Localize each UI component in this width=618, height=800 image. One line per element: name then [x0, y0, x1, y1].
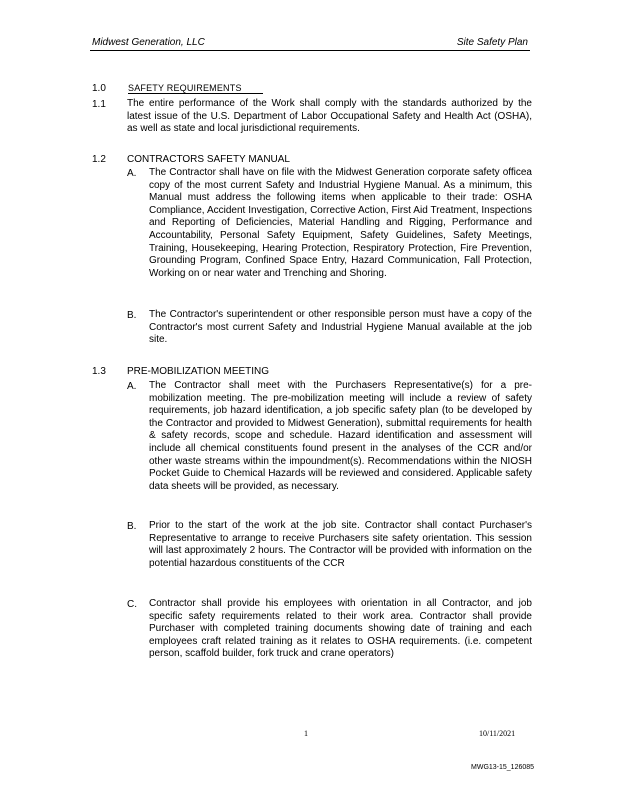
section-1-0-title: SAFETY REQUIREMENTS [128, 83, 263, 94]
section-1-1-text: The entire performance of the Work shall comply with the standards authorized by the latest issue of the U.S. Department of Labor Occupational Safety and Health Act (OSHA), as well as state and local jurisdictional requirements. [127, 98, 532, 135]
section-1-3-item-a-text: The Contractor shall meet with the Purchasers Representative(s) for a pre-mobilization meeting. The pre-mobilization meeting will include a review of safety requirements, job hazard identification, a job specific safety plan (to be developed by the Contractor and provided to Midwest Generation), submittal requirements for health & safety records, scope and schedule. Hazard identification and assessment will include all chemical constituents found present in the analyses of the CCR and/or other waste streams within the impoundment(s). Recommendations within the NIOSH Pocket Guide to Chemical Hazards will be reviewed and considered. Applicable safety data sheets will be provided, as necessary. [149, 380, 532, 492]
section-1-2-number: 1.2 [92, 154, 106, 165]
section-1-1-number: 1.1 [92, 99, 106, 110]
section-1-2-title: CONTRACTORS SAFETY MANUAL [127, 154, 290, 165]
header-rule [90, 50, 530, 51]
page-number: 1 [304, 729, 308, 738]
section-1-0-number: 1.0 [92, 83, 106, 94]
section-1-2-item-b-text: The Contractor's superintendent or other responsible person must have a copy of the Contractor's most current Safety and Industrial Hygiene Manual available at the job site. [149, 309, 532, 346]
section-1-3-title: PRE-MOBILIZATION MEETING [127, 366, 270, 377]
section-1-3-item-c-text: Contractor shall provide his employees with orientation in all Contractor, and job specific safety requirements related to their work area. Contractor shall provide Purchaser with completed training documents showing date of training and each employees craft related training as it relates to OSHA requirements. (i.e. competent person, scaffold builder, fork truck and crane operators) [149, 598, 532, 660]
section-1-2-item-a-letter: A. [127, 168, 137, 179]
section-1-3-number: 1.3 [92, 366, 106, 377]
section-1-3-item-b-letter: B. [127, 521, 137, 532]
footer-date: 10/11/2021 [479, 729, 516, 738]
section-1-3-item-a-letter: A. [127, 381, 137, 392]
section-1-2-item-a-text: The Contractor shall have on file with the Midwest Generation corporate safety officea copy of the most current Safety and Industrial Hygiene Manual. As a minimum, this Manual must address the following items when applicable to their trade: OSHA Compliance, Accident Investigation, Corrective Action, First Aid Treatment, Inspections and Reporting of Deficiencies, Material Handling and Rigging, Performance and Accountability, Personal Safety Equipment, Safety Guidelines, Safety Meetings, Training, Housekeeping, Hearing Protection, Respiratory Protection, Fire Prevention, Grounding Program, Confined Space Entry, Hazard Communication, Fall Protection, Working on or near water and Trenching and Shoring. [149, 167, 532, 279]
document-id: MWG13-15_126085 [471, 764, 535, 771]
header-company: Midwest Generation, LLC [92, 37, 205, 48]
section-1-3-item-b-text: Prior to the start of the work at the job site. Contractor shall contact Purchaser's Representative to arrange to receive Purchasers site safety orientation. This session will last approximately 2 hours. The Contractor will be provided with information on the potential hazardous constituents of the CCR [149, 520, 532, 569]
header-doc-title: Site Safety Plan [456, 37, 528, 48]
section-1-3-item-c-letter: C. [127, 599, 137, 610]
section-1-2-item-b-letter: B. [127, 310, 137, 321]
